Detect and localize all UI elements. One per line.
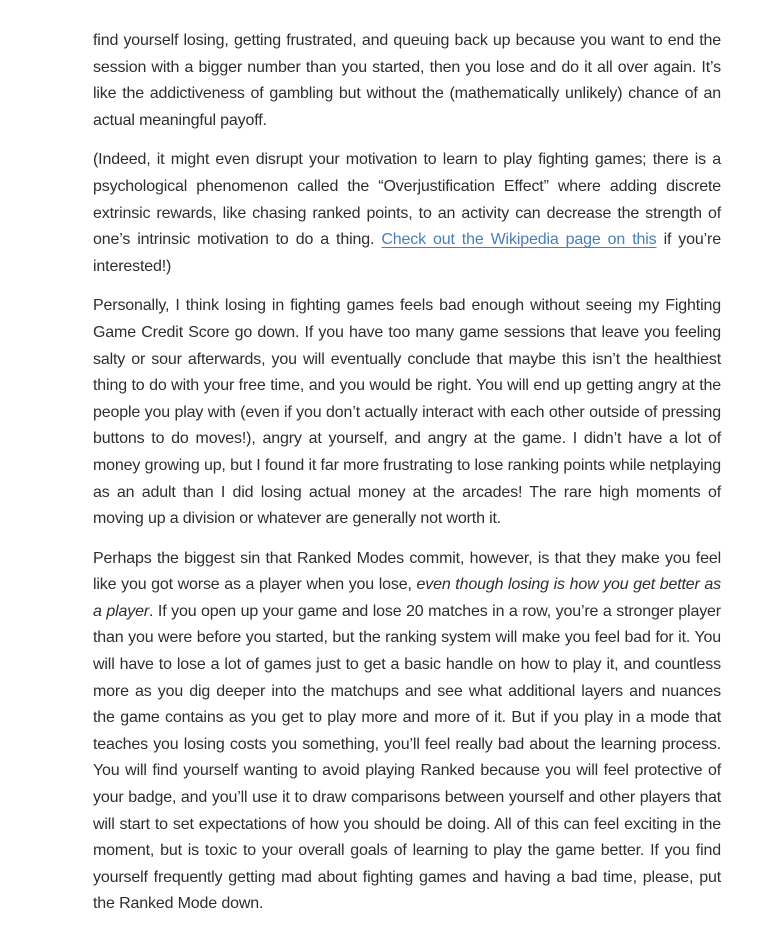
article-body bbox=[93, 28, 721, 918]
text-run: . If you open up your game and lose 20 matches in a row, you’re a stronger player than you were before you started, but the ranking system will make you feel bad for it. You will have to lose a lot of games just to get a basic handle on how to play it, and countless more as you dig deeper into the matchups and see what additional layers and nuances the game contains as you get to play more and more of it. But if you play in a mode that teaches you losing costs you something, you’ll feel really bad about the learning process. You will find yourself wanting to avoid playing Ranked because you will feel protective of your badge, and you’ll use it to draw comparisons between yourself and other players that will start to set expectations of how you should be doing. All of this can feel exciting in the moment, but is toxic to your overall goals of learning to play the game better. If you find yourself frequently getting mad about fighting games and having a bad time, please, put the Ranked Mode down. bbox=[93, 602, 721, 913]
paragraph bbox=[93, 546, 721, 918]
text-run: find yourself losing, getting frustrated, and queuing back up because you want to end the session with a bigger number than you started, then you lose and do it all over again. It’s like the addictiveness of gambling but without the (mathematically unlikely) chance of an actual meaningful payoff. bbox=[93, 32, 721, 129]
text-run: Perhaps the biggest sin that Ranked Modes commit, however, is that they make you feel like you got worse as a player when you lose, bbox=[93, 549, 721, 594]
text-run: if you’re interested!) bbox=[93, 231, 721, 275]
paragraph bbox=[93, 147, 721, 280]
text-run: (Indeed, it might even disrupt your motivation to learn to play fighting games; there is a psychological phenomenon called the “Overjustification Effect” where adding discrete extrinsic rewards, like chasing ranked points, to an activity can decrease the strength of one’s intrinsic motivation to do a thing. bbox=[93, 151, 721, 249]
text-run: Personally, I think losing in fighting games feels bad enough without seeing my Fighting Game Credit Score go down. If you have too many game sessions that leave you feeling salty or sour afterwards, you will eventually conclude that maybe this isn’t the healthiest thing to do with your free time, and you would be right. You will end up getting angry at the people you play with (even if you don’t actually interact with each other outside of pressing buttons to do moves!), angry at yourself, and angry at the game. I didn’t have a lot of money growing up, but I found it far more frustrating to lose ranking points while netplaying as an adult than I did losing actual money at the arcades! The rare high moments of moving up a division or whatever are generally not worth it. bbox=[93, 297, 721, 528]
wikipedia-link[interactable]: Check out the Wikipedia page on this bbox=[381, 231, 657, 249]
italic-emphasis: even though losing is how you get better as a player bbox=[93, 576, 722, 620]
article-content bbox=[93, 0, 721, 918]
paragraph bbox=[93, 28, 721, 134]
paragraph bbox=[93, 293, 721, 532]
